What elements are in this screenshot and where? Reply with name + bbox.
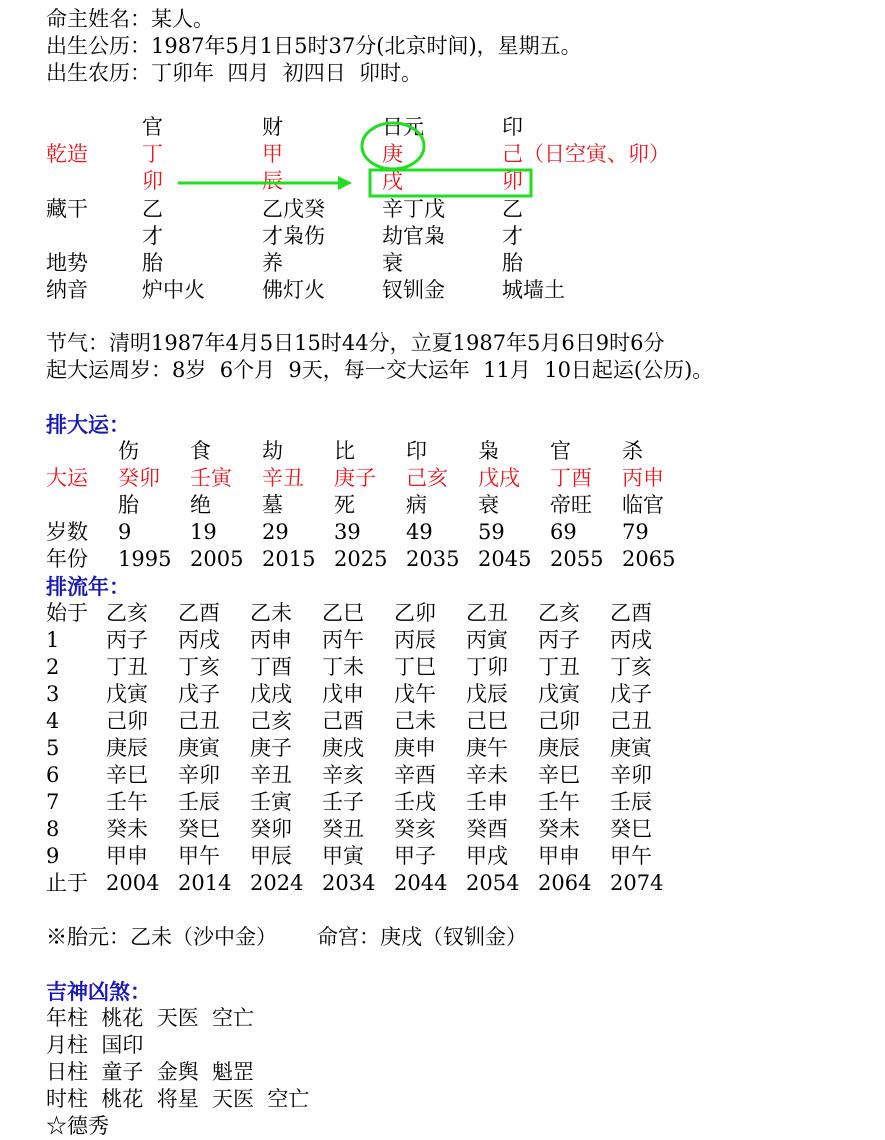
liunian-cell: 辛丑 bbox=[250, 763, 292, 787]
liunian-cell: 2014 bbox=[178, 871, 232, 895]
nayin-value: 城墙土 bbox=[502, 278, 565, 302]
bazi-stem: 己（日空寅、卯） bbox=[502, 142, 670, 166]
bazi-branch: 辰 bbox=[262, 169, 283, 193]
terrain-value: 衰 bbox=[382, 251, 403, 275]
dayun-year: 2005 bbox=[190, 547, 244, 571]
liunian-cell: 戊申 bbox=[322, 682, 364, 706]
dayun-stage: 临官 bbox=[622, 493, 664, 517]
hidden-god: 劫官枭 bbox=[382, 224, 445, 248]
bazi-stem: 庚 bbox=[382, 142, 403, 166]
liunian-cell: 戊戌 bbox=[250, 682, 292, 706]
liunian-cell: 乙巳 bbox=[322, 601, 364, 625]
liunian-cell: 丙子 bbox=[538, 628, 580, 652]
liunian-cell: 庚辰 bbox=[106, 736, 148, 760]
liunian-cell: 戊午 bbox=[394, 682, 436, 706]
shensha-dexiu-line: ☆德秀 bbox=[46, 1114, 109, 1138]
dayun-pillar: 癸卯 bbox=[118, 466, 160, 490]
shensha-year-line: 年柱 桃花 天医 空亡 bbox=[46, 1006, 255, 1030]
bazi-branch: 卯 bbox=[142, 169, 163, 193]
liunian-cell: 壬子 bbox=[322, 790, 364, 814]
dayun-age: 69 bbox=[550, 520, 577, 544]
hidden-god: 才 bbox=[502, 224, 523, 248]
liunian-cell: 庚戌 bbox=[322, 736, 364, 760]
shensha-day-line: 日柱 童子 金舆 魁罡 bbox=[46, 1060, 255, 1084]
liunian-cell: 壬申 bbox=[466, 790, 508, 814]
liunian-cell: 癸巳 bbox=[610, 817, 652, 841]
liunian-cell: 壬午 bbox=[106, 790, 148, 814]
dayun-stage: 病 bbox=[406, 493, 427, 517]
liunian-cell: 2034 bbox=[322, 871, 376, 895]
dayun-label: 大运 bbox=[46, 466, 88, 490]
dayun-year: 2025 bbox=[334, 547, 388, 571]
liunian-row-label: 4 bbox=[46, 709, 60, 733]
liunian-cell: 乙卯 bbox=[394, 601, 436, 625]
liunian-cell: 壬戌 bbox=[394, 790, 436, 814]
bazi-god: 日元 bbox=[382, 115, 424, 139]
dayun-stage: 帝旺 bbox=[550, 493, 592, 517]
bazi-branch: 戌 bbox=[382, 169, 403, 193]
liunian-cell: 壬午 bbox=[538, 790, 580, 814]
liunian-cell: 己未 bbox=[394, 709, 436, 733]
liunian-cell: 丙申 bbox=[250, 628, 292, 652]
liunian-cell: 癸未 bbox=[106, 817, 148, 841]
liunian-cell: 壬寅 bbox=[250, 790, 292, 814]
dayun-god: 杀 bbox=[622, 439, 643, 463]
liunian-cell: 辛亥 bbox=[322, 763, 364, 787]
liunian-cell: 己丑 bbox=[610, 709, 652, 733]
dayun-pillar: 丁酉 bbox=[550, 466, 592, 490]
liunian-row-label: 9 bbox=[46, 844, 60, 868]
liunian-cell: 丙子 bbox=[106, 628, 148, 652]
liunian-cell: 己巳 bbox=[466, 709, 508, 733]
dayun-age: 59 bbox=[478, 520, 505, 544]
liunian-cell: 戊子 bbox=[178, 682, 220, 706]
jieqi-line: 节气：清明1987年4月5日15时44分，立夏1987年5月6日9时6分 bbox=[46, 331, 665, 355]
nayin-value: 佛灯火 bbox=[262, 278, 325, 302]
liunian-cell: 癸酉 bbox=[466, 817, 508, 841]
dayun-age: 29 bbox=[262, 520, 289, 544]
liunian-cell: 庚午 bbox=[466, 736, 508, 760]
liunian-cell: 己丑 bbox=[178, 709, 220, 733]
liunian-cell: 己亥 bbox=[250, 709, 292, 733]
lunar-birth-line: 出生农历：丁卯年 四月 初四日 卯时。 bbox=[46, 61, 423, 85]
liunian-cell: 甲申 bbox=[106, 844, 148, 868]
dayun-pillar: 壬寅 bbox=[190, 466, 232, 490]
terrain-label: 地势 bbox=[46, 251, 88, 275]
qiyun-line: 起大运周岁：8岁 6个月 9天，每一交大运年 11月 10日起运(公历)。 bbox=[46, 358, 714, 382]
liunian-cell: 辛卯 bbox=[610, 763, 652, 787]
liunian-cell: 甲午 bbox=[178, 844, 220, 868]
liunian-cell: 丁未 bbox=[322, 655, 364, 679]
liunian-cell: 戊子 bbox=[610, 682, 652, 706]
age-label: 岁数 bbox=[46, 520, 88, 544]
liunian-cell: 丙寅 bbox=[466, 628, 508, 652]
liunian-cell: 庚辰 bbox=[538, 736, 580, 760]
liunian-cell: 丁亥 bbox=[178, 655, 220, 679]
dayun-heading: 排大运： bbox=[46, 412, 130, 437]
bazi-stem: 甲 bbox=[262, 142, 283, 166]
liunian-cell: 乙酉 bbox=[178, 601, 220, 625]
liunian-cell: 庚寅 bbox=[178, 736, 220, 760]
hidden-stems-label: 藏干 bbox=[46, 197, 88, 221]
liunian-cell: 乙亥 bbox=[106, 601, 148, 625]
liunian-cell: 己卯 bbox=[538, 709, 580, 733]
dayun-year: 2015 bbox=[262, 547, 316, 571]
liunian-cell: 癸卯 bbox=[250, 817, 292, 841]
liunian-cell: 乙未 bbox=[250, 601, 292, 625]
liunian-cell: 辛巳 bbox=[106, 763, 148, 787]
dayun-year: 2035 bbox=[406, 547, 460, 571]
liunian-cell: 庚申 bbox=[394, 736, 436, 760]
liunian-cell: 乙亥 bbox=[538, 601, 580, 625]
dayun-age: 19 bbox=[190, 520, 217, 544]
dayun-pillar: 己亥 bbox=[406, 466, 448, 490]
dayun-god: 比 bbox=[334, 439, 355, 463]
liunian-cell: 2074 bbox=[610, 871, 664, 895]
liunian-row-label: 1 bbox=[46, 628, 60, 652]
shensha-month-line: 月柱 国印 bbox=[46, 1033, 144, 1057]
bazi-god: 官 bbox=[142, 115, 163, 139]
liunian-heading: 排流年： bbox=[46, 574, 130, 599]
dayun-age: 39 bbox=[334, 520, 361, 544]
liunian-cell: 甲子 bbox=[394, 844, 436, 868]
dayun-age: 49 bbox=[406, 520, 433, 544]
liunian-cell: 辛未 bbox=[466, 763, 508, 787]
hidden-god: 才 bbox=[142, 224, 163, 248]
dayun-year: 2055 bbox=[550, 547, 604, 571]
liunian-cell: 2044 bbox=[394, 871, 448, 895]
bazi-god: 印 bbox=[502, 115, 523, 139]
dayun-year: 2065 bbox=[622, 547, 676, 571]
solar-birth-line: 出生公历：1987年5月1日5时37分(北京时间)，星期五。 bbox=[46, 34, 582, 58]
dayun-age: 9 bbox=[118, 520, 132, 544]
bazi-god: 财 bbox=[262, 115, 283, 139]
liunian-cell: 丁酉 bbox=[250, 655, 292, 679]
dayun-stage: 胎 bbox=[118, 493, 139, 517]
bazi-branch: 卯 bbox=[502, 169, 523, 193]
dayun-pillar: 庚子 bbox=[334, 466, 376, 490]
liunian-cell: 丁丑 bbox=[106, 655, 148, 679]
liunian-cell: 壬辰 bbox=[610, 790, 652, 814]
liunian-cell: 丙辰 bbox=[394, 628, 436, 652]
hidden-stem: 乙 bbox=[142, 197, 163, 221]
liunian-row-label: 5 bbox=[46, 736, 60, 760]
dayun-god: 印 bbox=[406, 439, 427, 463]
bazi-row-label: 乾造 bbox=[46, 142, 88, 166]
terrain-value: 养 bbox=[262, 251, 283, 275]
terrain-value: 胎 bbox=[502, 251, 523, 275]
dayun-stage: 死 bbox=[334, 493, 355, 517]
taiyuan-line: ※胎元：乙未（沙中金） 命宫：庚戌（钗钏金） bbox=[46, 925, 528, 949]
liunian-cell: 癸未 bbox=[538, 817, 580, 841]
liunian-cell: 己酉 bbox=[322, 709, 364, 733]
bazi-stem: 丁 bbox=[142, 142, 163, 166]
liunian-cell: 辛巳 bbox=[538, 763, 580, 787]
year-label: 年份 bbox=[46, 547, 88, 571]
liunian-cell: 癸亥 bbox=[394, 817, 436, 841]
liunian-cell: 壬辰 bbox=[178, 790, 220, 814]
liunian-row-label: 6 bbox=[46, 763, 60, 787]
liunian-cell: 甲寅 bbox=[322, 844, 364, 868]
shensha-heading: 吉神凶煞： bbox=[46, 979, 151, 1004]
liunian-cell: 甲申 bbox=[538, 844, 580, 868]
liunian-cell: 辛卯 bbox=[178, 763, 220, 787]
hidden-stem: 乙戊癸 bbox=[262, 197, 325, 221]
dayun-god: 官 bbox=[550, 439, 571, 463]
liunian-cell: 戊辰 bbox=[466, 682, 508, 706]
dayun-pillar: 辛丑 bbox=[262, 466, 304, 490]
dayun-year: 2045 bbox=[478, 547, 532, 571]
liunian-cell: 辛酉 bbox=[394, 763, 436, 787]
dayun-pillar: 丙申 bbox=[622, 466, 664, 490]
liunian-row-label: 8 bbox=[46, 817, 60, 841]
dayun-year: 1995 bbox=[118, 547, 172, 571]
dayun-stage: 衰 bbox=[478, 493, 499, 517]
terrain-value: 胎 bbox=[142, 251, 163, 275]
dayun-stage: 绝 bbox=[190, 493, 211, 517]
owner-name-line: 命主姓名：某人。 bbox=[46, 7, 214, 31]
liunian-cell: 甲午 bbox=[610, 844, 652, 868]
liunian-cell: 癸丑 bbox=[322, 817, 364, 841]
liunian-cell: 戊寅 bbox=[538, 682, 580, 706]
dayun-god: 枭 bbox=[478, 439, 499, 463]
liunian-cell: 乙酉 bbox=[610, 601, 652, 625]
dayun-god: 伤 bbox=[118, 439, 139, 463]
dayun-stage: 墓 bbox=[262, 493, 283, 517]
liunian-cell: 2004 bbox=[106, 871, 160, 895]
arrow-head-icon bbox=[338, 176, 352, 190]
liunian-cell: 庚子 bbox=[250, 736, 292, 760]
liunian-cell: 2024 bbox=[250, 871, 304, 895]
liunian-cell: 丁丑 bbox=[538, 655, 580, 679]
liunian-cell: 戊寅 bbox=[106, 682, 148, 706]
liunian-cell: 2064 bbox=[538, 871, 592, 895]
dayun-god: 劫 bbox=[262, 439, 283, 463]
hidden-stem: 乙 bbox=[502, 197, 523, 221]
liunian-row-label: 始于 bbox=[46, 601, 88, 625]
liunian-cell: 丙戌 bbox=[610, 628, 652, 652]
liunian-cell: 己卯 bbox=[106, 709, 148, 733]
liunian-cell: 甲戌 bbox=[466, 844, 508, 868]
liunian-row-label: 2 bbox=[46, 655, 60, 679]
hidden-stem: 辛丁戊 bbox=[382, 197, 445, 221]
dayun-age: 79 bbox=[622, 520, 649, 544]
liunian-cell: 甲辰 bbox=[250, 844, 292, 868]
liunian-row-label: 止于 bbox=[46, 871, 88, 895]
liunian-cell: 丁卯 bbox=[466, 655, 508, 679]
liunian-cell: 癸巳 bbox=[178, 817, 220, 841]
liunian-cell: 丙戌 bbox=[178, 628, 220, 652]
liunian-row-label: 3 bbox=[46, 682, 60, 706]
liunian-cell: 乙丑 bbox=[466, 601, 508, 625]
liunian-cell: 丙午 bbox=[322, 628, 364, 652]
nayin-value: 炉中火 bbox=[142, 278, 205, 302]
liunian-row-label: 7 bbox=[46, 790, 60, 814]
nayin-value: 钗钏金 bbox=[382, 278, 445, 302]
liunian-cell: 庚寅 bbox=[610, 736, 652, 760]
liunian-cell: 2054 bbox=[466, 871, 520, 895]
dayun-pillar: 戊戌 bbox=[478, 466, 520, 490]
shensha-hour-line: 时柱 桃花 将星 天医 空亡 bbox=[46, 1087, 310, 1111]
liunian-cell: 丁亥 bbox=[610, 655, 652, 679]
nayin-label: 纳音 bbox=[46, 278, 88, 302]
liunian-cell: 丁巳 bbox=[394, 655, 436, 679]
dayun-god: 食 bbox=[190, 439, 211, 463]
hidden-god: 才枭伤 bbox=[262, 224, 325, 248]
